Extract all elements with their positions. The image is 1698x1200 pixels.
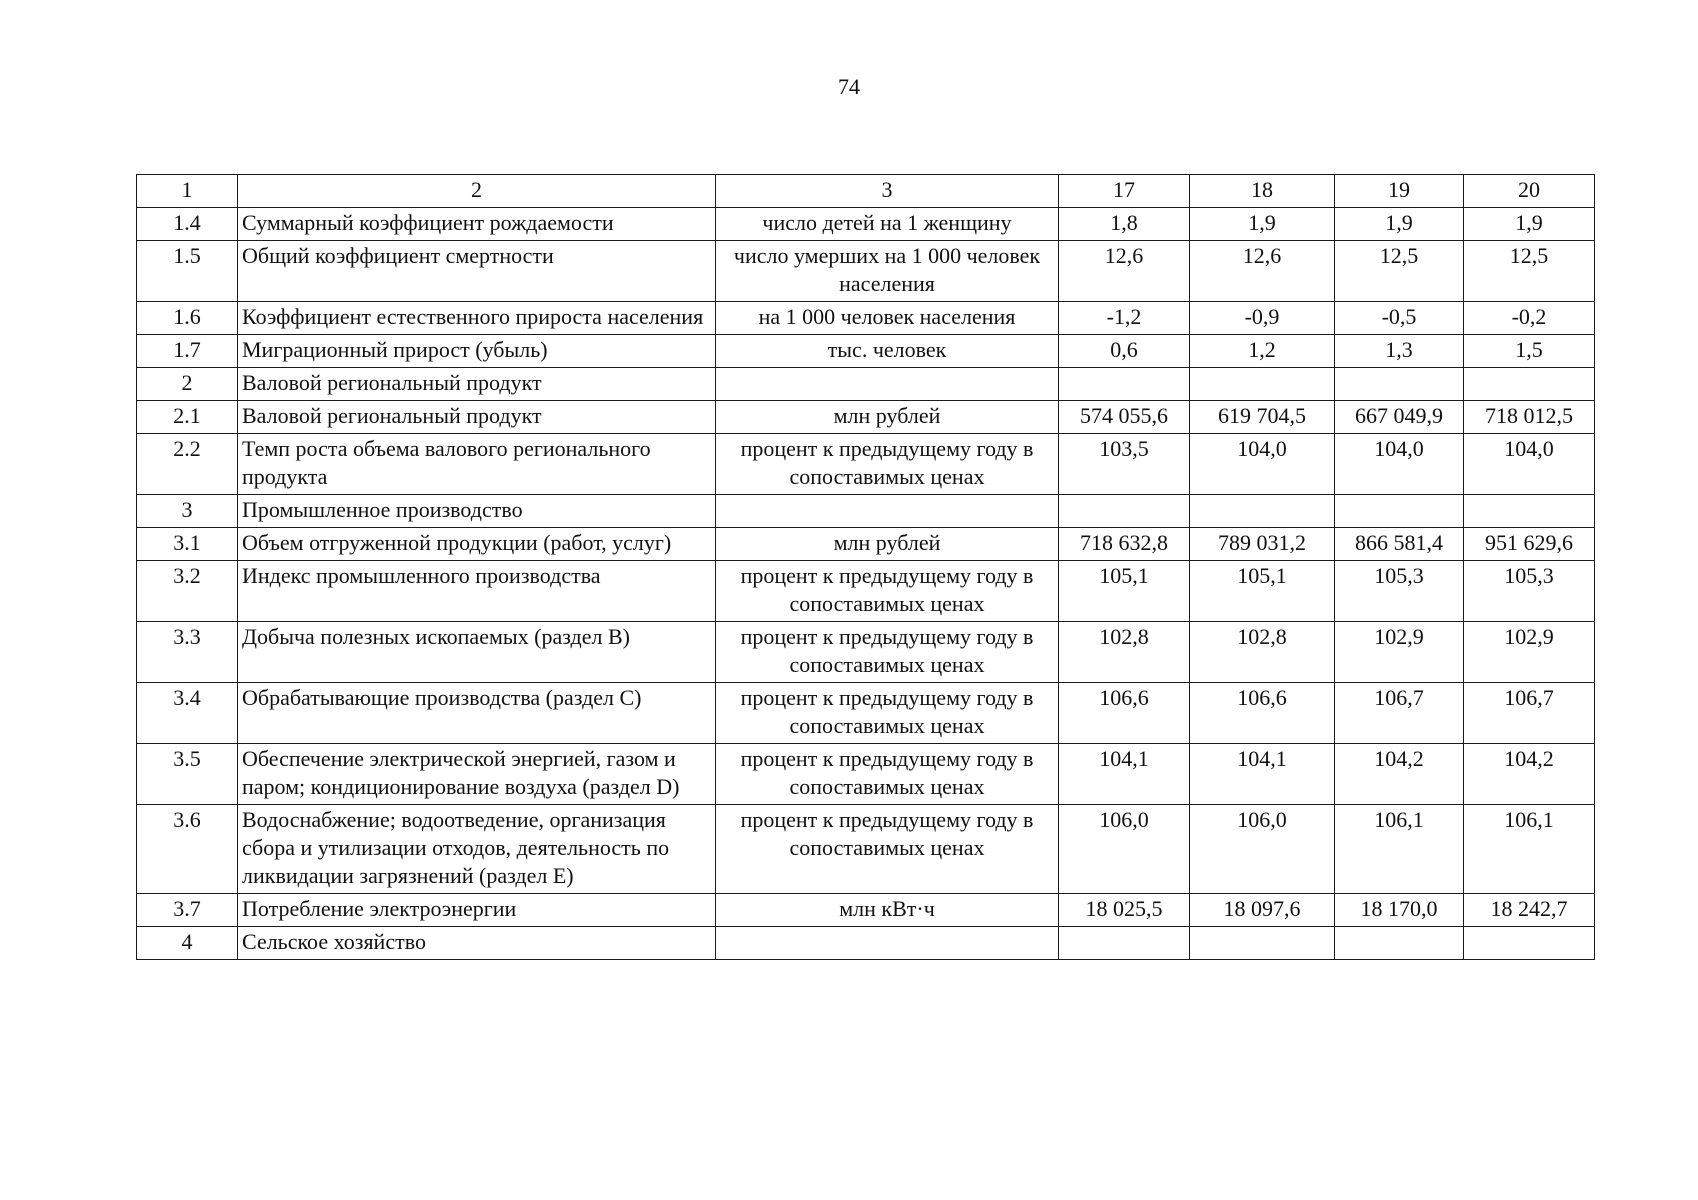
indicator-name: Миграционный прирост (убыль) [238,335,716,368]
unit-of-measure: тыс. человек [716,335,1059,368]
value-col-20: 1,5 [1464,335,1595,368]
value-col-17 [1059,368,1190,401]
indicator-name: Суммарный коэффициент рождаемости [238,208,716,241]
value-col-18: 104,1 [1190,744,1335,805]
table-row [137,528,1595,561]
indicator-name: Водоснабжение; водоотведение, организация сбора и утилизации отходов, деятельность по ликвидации загрязнений (раздел E) [238,805,716,894]
table-row [137,368,1595,401]
unit-of-measure: млн рублей [716,528,1059,561]
indicator-name: Объем отгруженной продукции (работ, услуг) [238,528,716,561]
unit-of-measure: на 1 000 человек населения [716,302,1059,335]
value-col-17: 106,0 [1059,805,1190,894]
table-row [137,302,1595,335]
unit-of-measure: млн кВт·ч [716,894,1059,927]
header-cell: 2 [238,175,716,208]
value-col-17: 1,8 [1059,208,1190,241]
value-col-20: 104,0 [1464,434,1595,495]
unit-of-measure: число умерших на 1 000 человек населения [716,241,1059,302]
table-row [137,434,1595,495]
page-number: 74 [838,74,860,99]
header-cell: 18 [1190,175,1335,208]
unit-of-measure [716,368,1059,401]
unit-of-measure: процент к предыдущему году в сопоставимых ценах [716,805,1059,894]
indicator-name: Обеспечение электрической энергией, газом и паром; кондиционирование воздуха (раздел D) [238,744,716,805]
value-col-20: 106,1 [1464,805,1595,894]
value-col-19: 104,2 [1335,744,1464,805]
value-col-20: 18 242,7 [1464,894,1595,927]
value-col-18: 18 097,6 [1190,894,1335,927]
row-number: 3 [137,495,238,528]
table-header-row [137,175,1595,208]
indicator-name: Общий коэффициент смертности [238,241,716,302]
value-col-19: 12,5 [1335,241,1464,302]
value-col-19 [1335,495,1464,528]
value-col-19 [1335,927,1464,960]
unit-of-measure [716,495,1059,528]
indicator-name: Добыча полезных ископаемых (раздел B) [238,622,716,683]
value-col-20: 718 012,5 [1464,401,1595,434]
value-col-17: 105,1 [1059,561,1190,622]
value-col-19: 866 581,4 [1335,528,1464,561]
row-number: 1.5 [137,241,238,302]
value-col-19: 1,3 [1335,335,1464,368]
indicator-name: Валовой региональный продукт [238,368,716,401]
row-number: 1.7 [137,335,238,368]
value-col-20 [1464,368,1595,401]
value-col-18: 106,6 [1190,683,1335,744]
row-number: 3.4 [137,683,238,744]
value-col-17: 106,6 [1059,683,1190,744]
value-col-18 [1190,927,1335,960]
indicator-name: Промышленное производство [238,495,716,528]
value-col-17 [1059,495,1190,528]
value-col-17: 18 025,5 [1059,894,1190,927]
value-col-18: 789 031,2 [1190,528,1335,561]
indicator-name: Валовой региональный продукт [238,401,716,434]
value-col-18: -0,9 [1190,302,1335,335]
table-row [137,683,1595,744]
value-col-18 [1190,495,1335,528]
value-col-17: 102,8 [1059,622,1190,683]
unit-of-measure: процент к предыдущему году в сопоставимых ценах [716,561,1059,622]
value-col-19: -0,5 [1335,302,1464,335]
table-row [137,208,1595,241]
unit-of-measure: число детей на 1 женщину [716,208,1059,241]
value-col-20: 102,9 [1464,622,1595,683]
header-cell: 17 [1059,175,1190,208]
value-col-20 [1464,927,1595,960]
value-col-17: 103,5 [1059,434,1190,495]
table-row [137,401,1595,434]
value-col-19: 106,1 [1335,805,1464,894]
indicator-name: Темп роста объема валового регионального продукта [238,434,716,495]
value-col-18: 102,8 [1190,622,1335,683]
unit-of-measure [716,927,1059,960]
table-row [137,894,1595,927]
indicators-table [136,174,1595,960]
header-cell: 20 [1464,175,1595,208]
value-col-17: 104,1 [1059,744,1190,805]
table-row [137,744,1595,805]
table-row [137,927,1595,960]
row-number: 2.2 [137,434,238,495]
indicator-name: Коэффициент естественного прироста населения [238,302,716,335]
value-col-18: 1,2 [1190,335,1335,368]
value-col-19: 18 170,0 [1335,894,1464,927]
value-col-18: 106,0 [1190,805,1335,894]
value-col-17: 574 055,6 [1059,401,1190,434]
table-row [137,241,1595,302]
header-cell: 1 [137,175,238,208]
value-col-17 [1059,927,1190,960]
table-row [137,805,1595,894]
row-number: 3.5 [137,744,238,805]
value-col-18 [1190,368,1335,401]
value-col-19: 1,9 [1335,208,1464,241]
value-col-20: 1,9 [1464,208,1595,241]
indicator-name: Потребление электроэнергии [238,894,716,927]
value-col-20 [1464,495,1595,528]
row-number: 1.4 [137,208,238,241]
header-cell: 3 [716,175,1059,208]
row-number: 2.1 [137,401,238,434]
unit-of-measure: процент к предыдущему году в сопоставимых ценах [716,622,1059,683]
value-col-17: 0,6 [1059,335,1190,368]
value-col-17: -1,2 [1059,302,1190,335]
value-col-19: 667 049,9 [1335,401,1464,434]
unit-of-measure: млн рублей [716,401,1059,434]
table-row [137,622,1595,683]
value-col-20: 105,3 [1464,561,1595,622]
value-col-20: 106,7 [1464,683,1595,744]
row-number: 3.2 [137,561,238,622]
value-col-17: 12,6 [1059,241,1190,302]
value-col-19: 104,0 [1335,434,1464,495]
value-col-18: 105,1 [1190,561,1335,622]
header-cell: 19 [1335,175,1464,208]
value-col-20: 951 629,6 [1464,528,1595,561]
value-col-18: 1,9 [1190,208,1335,241]
row-number: 2 [137,368,238,401]
value-col-20: -0,2 [1464,302,1595,335]
table-row [137,561,1595,622]
value-col-18: 104,0 [1190,434,1335,495]
row-number: 3.3 [137,622,238,683]
row-number: 3.1 [137,528,238,561]
value-col-18: 12,6 [1190,241,1335,302]
row-number: 1.6 [137,302,238,335]
row-number: 3.7 [137,894,238,927]
unit-of-measure: процент к предыдущему году в сопоставимых ценах [716,744,1059,805]
unit-of-measure: процент к предыдущему году в сопоставимых ценах [716,434,1059,495]
value-col-18: 619 704,5 [1190,401,1335,434]
value-col-19: 102,9 [1335,622,1464,683]
indicator-name: Обрабатывающие производства (раздел C) [238,683,716,744]
row-number: 4 [137,927,238,960]
value-col-19: 105,3 [1335,561,1464,622]
unit-of-measure: процент к предыдущему году в сопоставимых ценах [716,683,1059,744]
value-col-20: 12,5 [1464,241,1595,302]
value-col-19: 106,7 [1335,683,1464,744]
indicator-name: Индекс промышленного производства [238,561,716,622]
table-body [137,175,1595,960]
value-col-19 [1335,368,1464,401]
value-col-17: 718 632,8 [1059,528,1190,561]
value-col-20: 104,2 [1464,744,1595,805]
table-row [137,335,1595,368]
table-row [137,495,1595,528]
indicator-name: Сельское хозяйство [238,927,716,960]
row-number: 3.6 [137,805,238,894]
